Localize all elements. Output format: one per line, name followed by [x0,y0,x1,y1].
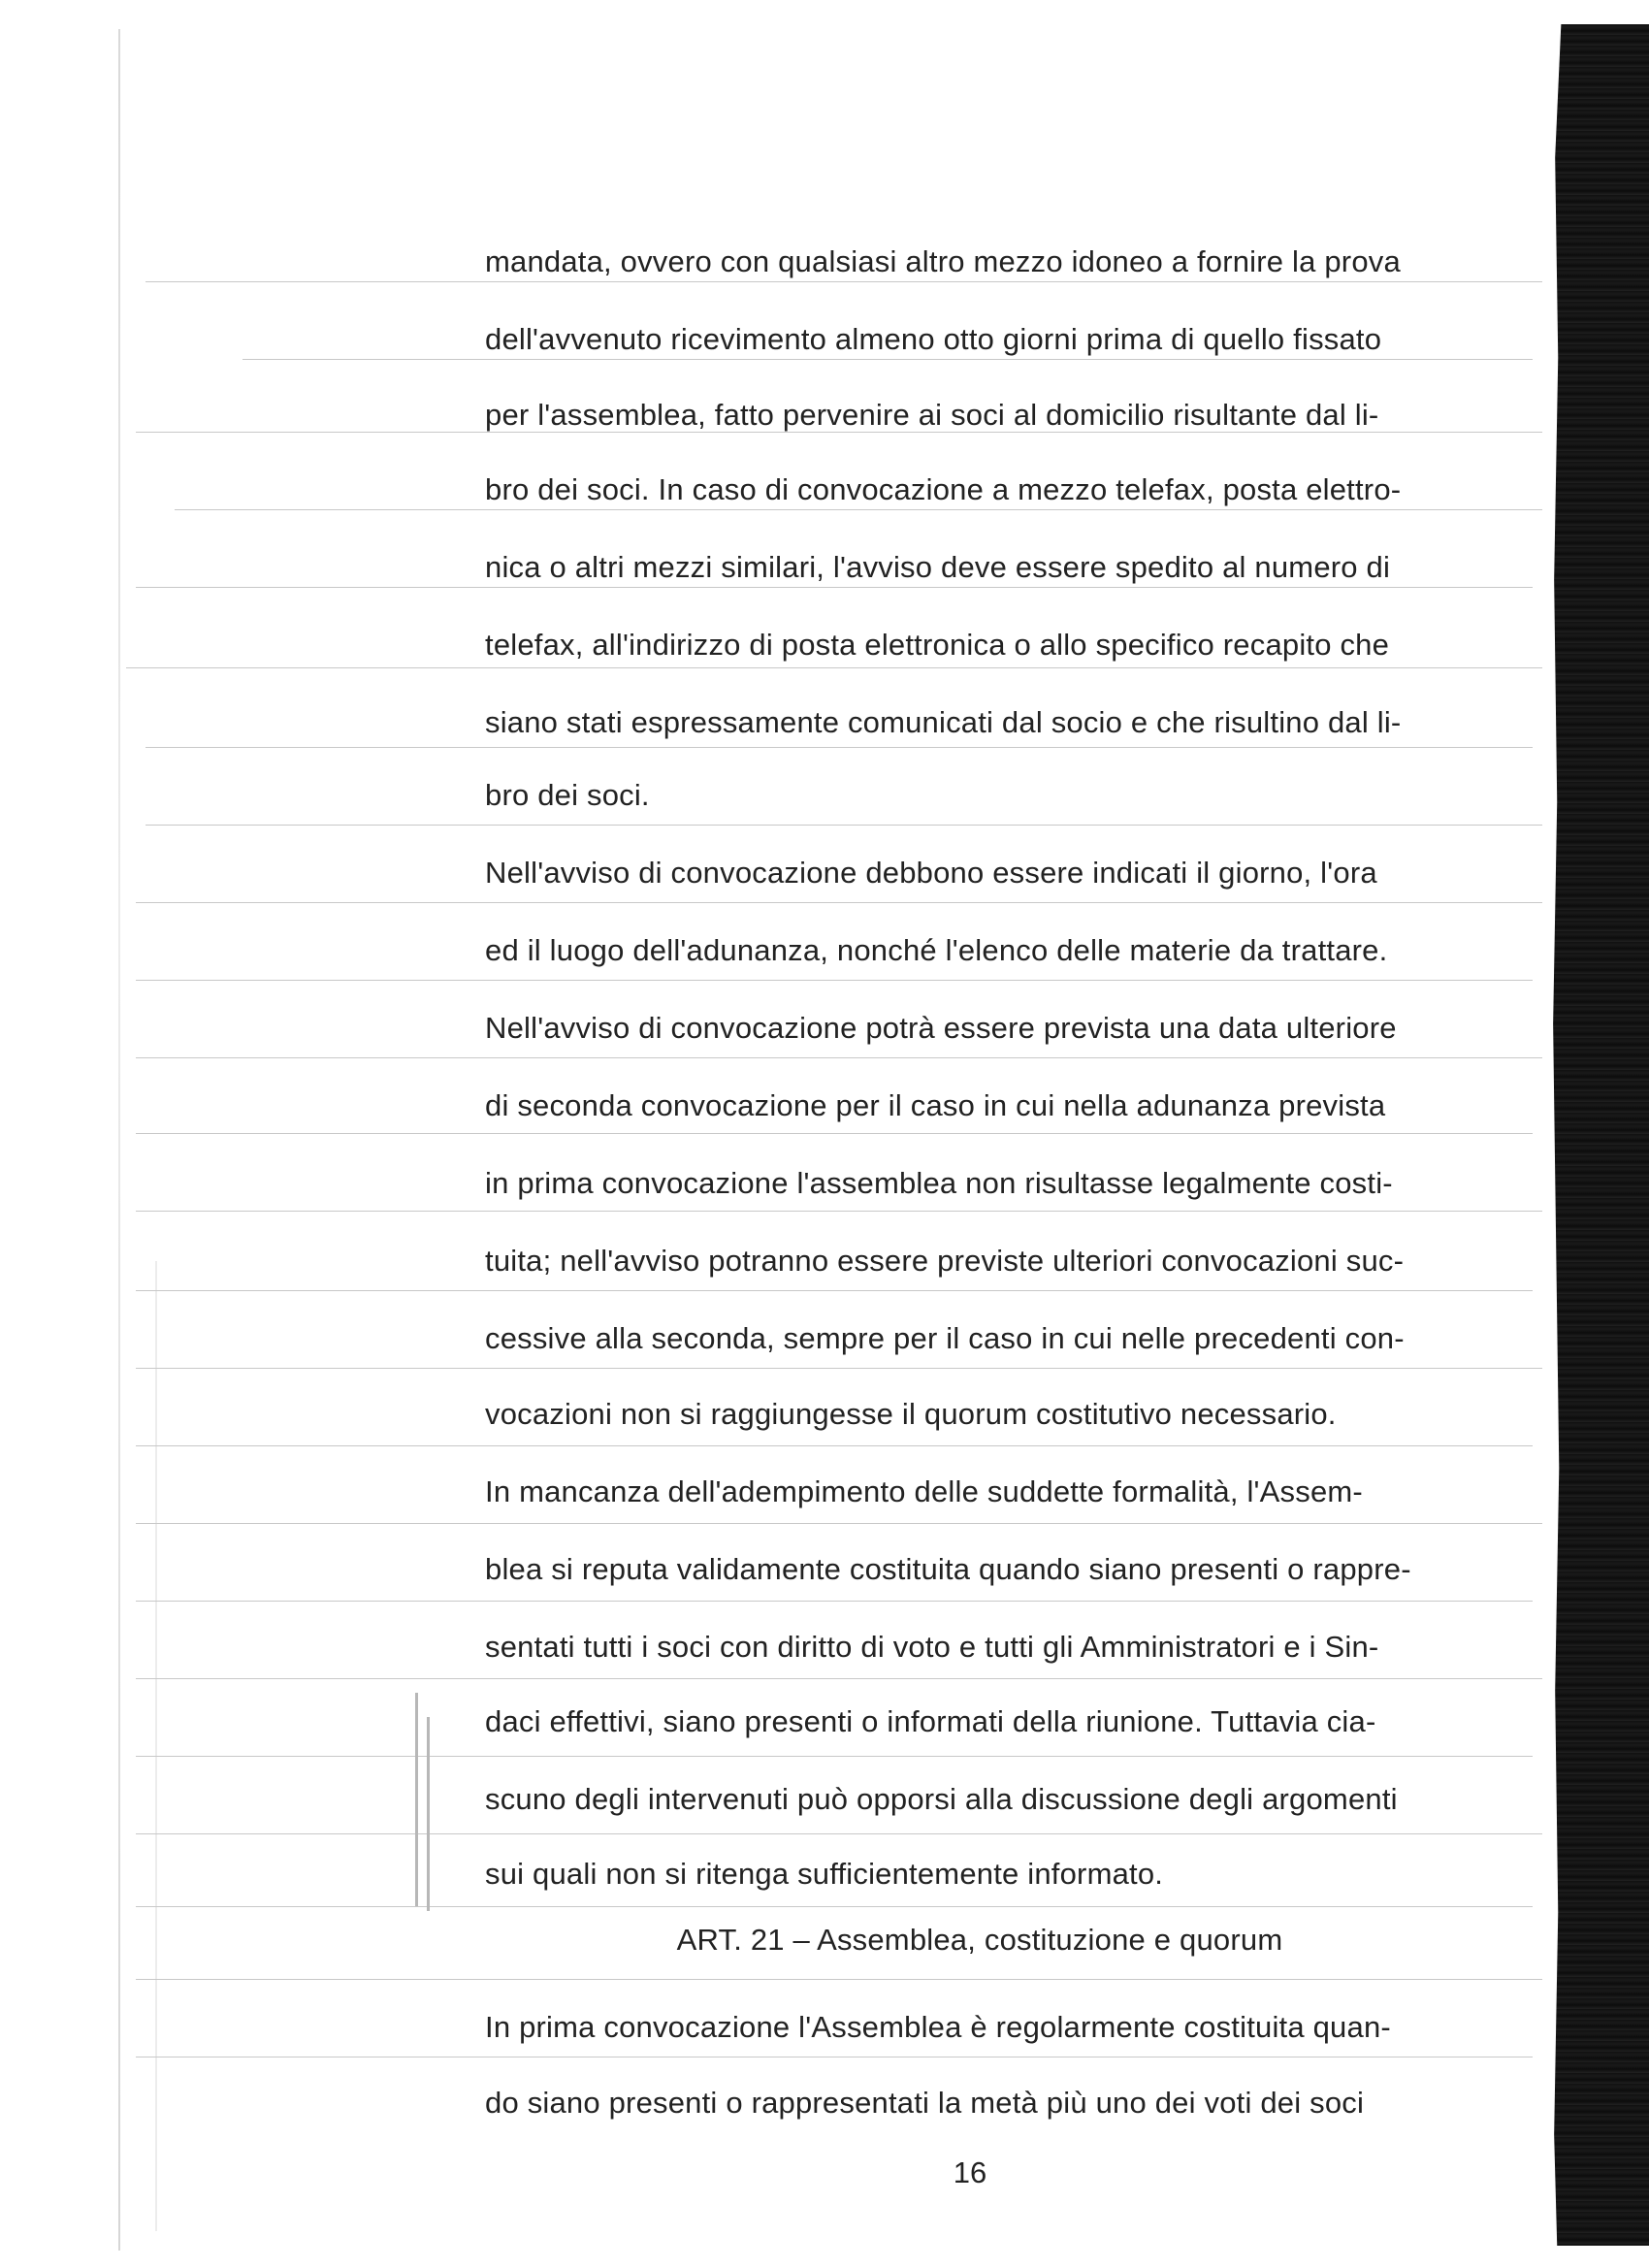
scan-guide-line [146,281,1542,282]
text-line: dell'avvenuto ricevimento almeno otto giorni prima di quello fissato [485,322,1382,356]
scan-dark-border [1549,24,1649,2246]
scan-guide-line [146,825,1542,826]
scan-guide-line [136,1906,1533,1907]
text-line: daci effettivi, siano presenti o informati della riunione. Tuttavia cia- [485,1704,1376,1738]
scan-guide-line [136,1290,1533,1291]
text-line: sui quali non si ritenga sufficientemente informato. [485,1857,1164,1891]
text-line: siano stati espressamente comunicati dal socio e che risultino dal li- [485,705,1402,739]
article-heading: ART. 21 – Assemblea, costituzione e quorum [676,1923,1283,1957]
text-line: sentati tutti i soci con diritto di voto e tutti gli Amministratori e i Sin- [485,1630,1379,1664]
scan-guide-line [136,1523,1542,1524]
text-line: scuno degli intervenuti può opporsi alla discussione degli argomenti [485,1782,1398,1816]
margin-mark [427,1717,430,1911]
scan-guide-line [136,1678,1542,1679]
page-number: 16 [953,2155,987,2189]
text-line: di seconda convocazione per il caso in cui nella adunanza prevista [485,1088,1386,1122]
scan-guide-line [126,667,1542,668]
text-line: mandata, ovvero con qualsiasi altro mezzo idoneo a fornire la prova [485,244,1401,278]
text-line: vocazioni non si raggiungesse il quorum costitutivo necessario. [485,1397,1337,1431]
scan-guide-line [175,509,1542,510]
scan-guide-line [136,587,1533,588]
text-line: bro dei soci. [485,778,650,812]
text-line: nica o altri mezzi similari, l'avviso deve essere spedito al numero di [485,550,1391,584]
text-line: bro dei soci. In caso di convocazione a mezzo telefax, posta elettro- [485,472,1402,506]
scan-guide-line [136,1756,1533,1757]
text-line: in prima convocazione l'assemblea non risultasse legalmente costi- [485,1166,1393,1200]
scan-left-edge [118,29,120,2251]
text-line: do siano presenti o rappresentati la metà più uno dei voti dei soci [485,2086,1365,2120]
scan-guide-line [136,1601,1533,1602]
scan-guide-line [136,1133,1533,1134]
margin-mark [415,1693,418,1906]
text-line: In prima convocazione l'Assemblea è regolarmente costituita quan- [485,2010,1391,2044]
scan-guide-line [136,1211,1542,1212]
scan-guide-line [242,359,1533,360]
text-line: In mancanza dell'adempimento delle suddette formalità, l'Assem- [485,1474,1363,1508]
scan-guide-line [136,1368,1542,1369]
text-line: ed il luogo dell'adunanza, nonché l'elenco delle materie da trattare. [485,933,1388,967]
text-line: tuita; nell'avviso potranno essere previste ulteriori convocazioni suc- [485,1244,1405,1278]
scan-guide-line [136,1445,1533,1446]
scan-guide-line [146,747,1533,748]
scan-guide-line [136,1979,1542,1980]
text-line: Nell'avviso di convocazione debbono essere indicati il giorno, l'ora [485,856,1377,890]
scan-guide-line [136,902,1542,903]
scan-guide-line [136,1833,1542,1834]
text-line: telefax, all'indirizzo di posta elettronica o allo specifico recapito che [485,628,1390,662]
text-line: blea si reputa validamente costituita quando siano presenti o rappre- [485,1552,1411,1586]
scan-guide-line [136,1057,1542,1058]
text-line: per l'assemblea, fatto pervenire ai soci al domicilio risultante dal li- [485,398,1379,432]
scan-guide-line [136,980,1533,981]
text-line: Nell'avviso di convocazione potrà essere prevista una data ulteriore [485,1011,1397,1045]
scan-left-edge-secondary [155,1261,157,2231]
text-line: cessive alla seconda, sempre per il caso in cui nelle precedenti con- [485,1321,1405,1355]
